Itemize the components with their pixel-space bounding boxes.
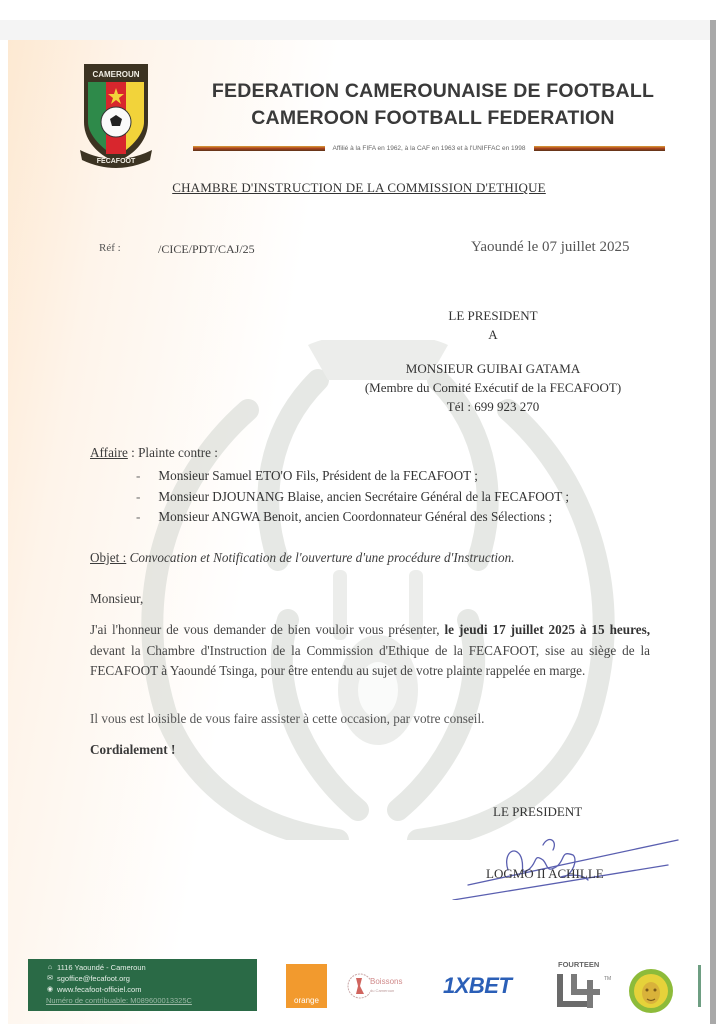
crest-top-text: CAMEROUN <box>92 70 140 79</box>
top-band <box>0 20 716 40</box>
globe-icon: ◉ <box>46 986 54 993</box>
list-item: - Monsieur Samuel ETO'O Fils, Président de la FECAFOOT ; <box>136 466 569 487</box>
footer-contact-box <box>28 959 257 1011</box>
footer-email[interactable]: ✉ sgoffice@fecafoot.org <box>47 974 130 983</box>
boissons-emblem-icon <box>346 966 370 1006</box>
footer-taxpayer: Numéro de contribuable: M089600013325C <box>46 996 192 1005</box>
federation-title <box>178 78 688 132</box>
list-item: - Monsieur ANGWA Benoit, ancien Coordonnateur Général des Sélections ; <box>136 507 569 528</box>
defendant-text: Monsieur DJOUNANG Blaise, ancien Secrétaire Général de la FECAFOOT ; <box>158 488 570 504</box>
counsel-paragraph: Il vous est loisible de vous faire assister à cette occasion, par votre conseil. <box>90 711 485 726</box>
reference-value: /CICE/PDT/CAJ/25 <box>158 242 255 256</box>
recipient-name: MONSIEUR GUIBAI GATAMA <box>405 361 581 376</box>
recipient-block <box>338 359 648 416</box>
orange-sponsor-logo: orange <box>286 964 327 1008</box>
affaire-label: Affaire <box>90 445 128 460</box>
mail-icon: ✉ <box>47 975 53 982</box>
flag-stripe-left <box>193 146 325 151</box>
closing: Cordialement ! <box>90 742 176 757</box>
letter-page <box>8 40 710 1024</box>
salutation: Monsieur, <box>90 591 144 606</box>
flag-stripe-right <box>534 146 666 151</box>
signatory-name: LOGMO II ACHILLE <box>486 866 604 881</box>
sender-title: LE PRESIDENT <box>448 308 538 323</box>
crest-bottom-text: FECAFOOT <box>96 158 136 165</box>
lion-mascot-logo <box>628 968 674 1014</box>
footer-address: ⌂ 1116 Yaoundé - Cameroun <box>47 963 146 972</box>
body-paragraph: J'ai l'honneur de vous demander de bien vouloir vous présenter, le jeudi 17 juillet 2025 à 15 heures, devant la Chambre d'Instruction de la Commission d'Ethique de la FECAFOOT, sise au siège de la FECAFOOT à Yaoundé Tsinga, pour être entendu au sujet de votre plainte rappelée en marge. <box>90 622 650 678</box>
1xbet-sponsor-logo: 1XBET <box>443 973 512 998</box>
defendant-text: Monsieur ANGWA Benoit, ancien Coordonnateur Général des Sélections ; <box>158 509 553 524</box>
fecafoot-crest-logo <box>76 60 156 170</box>
recipient-role: (Membre du Comité Exécutif de la FECAFOOT) <box>364 380 622 395</box>
fourteen-sponsor-logo: FOURTEEN TM <box>556 960 616 1010</box>
hearing-date: le jeudi 17 juillet 2025 à 15 heures, <box>444 622 650 637</box>
objet-line <box>90 550 515 566</box>
boissons-sponsor-logo: Boissons du Cameroun <box>346 966 408 1006</box>
reference-label: Réf : <box>99 242 121 254</box>
affaire-text: : Plainte contre : <box>127 445 218 460</box>
footer-accent-bar <box>698 965 701 1007</box>
chamber-heading: CHAMBRE D'INSTRUCTION DE LA COMMISSION D'ETHIQUE <box>172 180 546 195</box>
scrollbar[interactable] <box>710 20 716 1024</box>
signature-title: LE PRESIDENT <box>493 804 583 819</box>
to-label: A <box>488 327 498 342</box>
list-item: - Monsieur DJOUNANG Blaise, ancien Secrétaire Général de la FECAFOOT ; <box>136 487 569 508</box>
federation-title-en: CAMEROON FOOTBALL FEDERATION <box>251 107 615 129</box>
objet-label: Objet : <box>90 550 127 565</box>
svg-text:TM: TM <box>604 976 612 982</box>
home-icon: ⌂ <box>47 964 53 971</box>
recipient-phone: Tél : 699 923 270 <box>446 399 540 414</box>
affiliation-row <box>193 142 665 154</box>
objet-text: Convocation et Notification de l'ouverture d'une procédure d'Instruction. <box>126 550 515 565</box>
federation-title-fr: FEDERATION CAMEROUNAISE DE FOOTBALL <box>211 80 655 102</box>
affaire-line <box>90 445 218 461</box>
letter-date: Yaoundé le 07 juillet 2025 <box>471 239 630 255</box>
handwritten-signature-icon <box>448 815 688 900</box>
defendant-text: Monsieur Samuel ETO'O Fils, Président de la FECAFOOT ; <box>158 468 478 483</box>
affiliation-text: Affilié à la FIFA en 1962, à la CAF en 1963 et à l'UNIFFAC en 1998 <box>332 144 526 152</box>
defendants-list <box>136 466 569 528</box>
footer-website[interactable]: ◉ www.fecafoot-officiel.com <box>46 985 142 994</box>
